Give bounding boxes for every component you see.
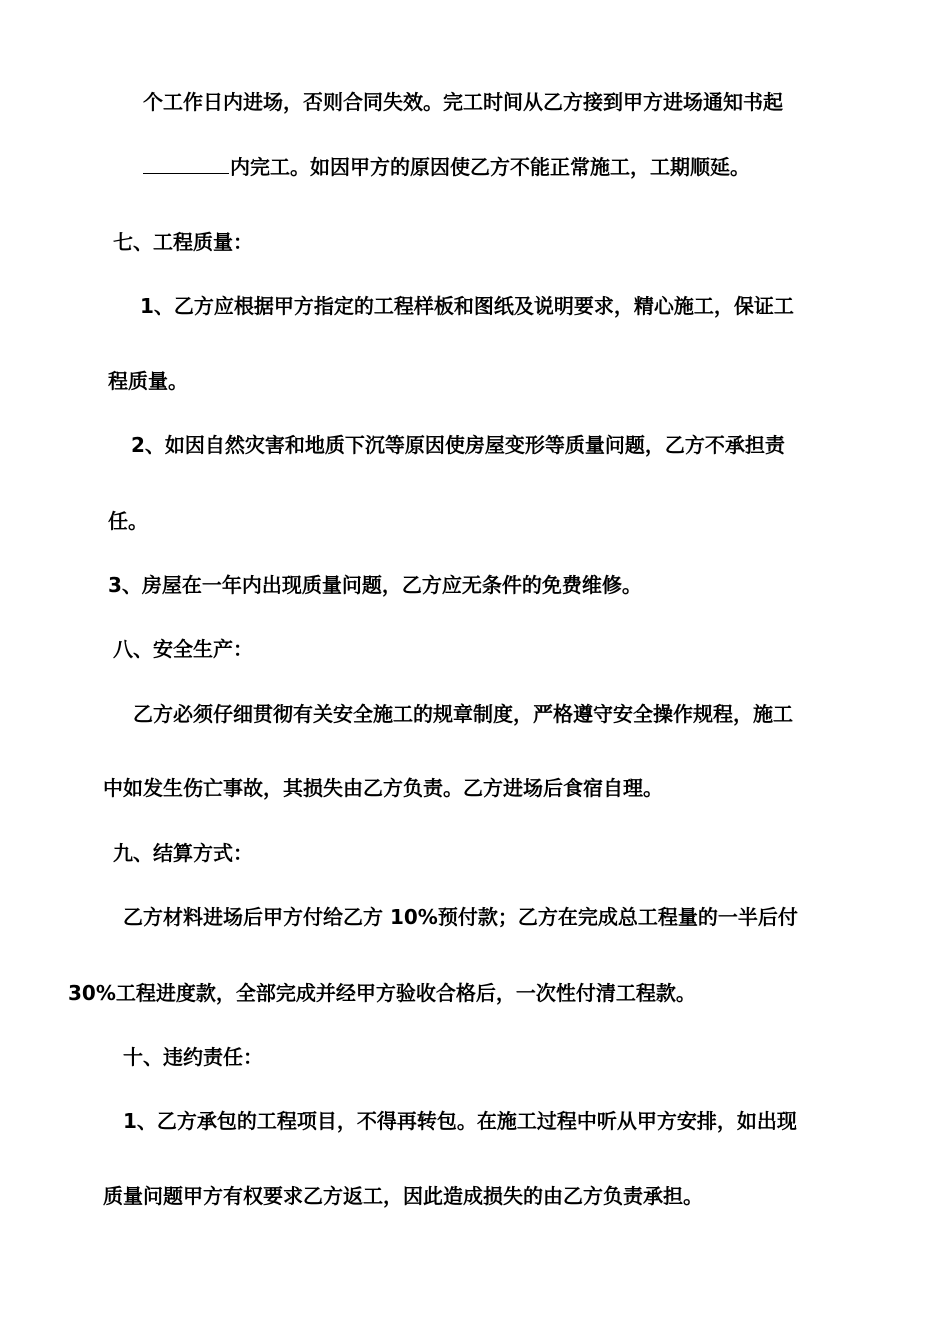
text-line: 中如发生伤亡事故，其损失由乙方负责。乙方进场后食宿自理。 <box>103 776 663 800</box>
text-line: 1、乙方应根据甲方指定的工程样板和图纸及说明要求，精心施工，保证工 <box>140 294 794 318</box>
text-line: 乙方必须仔细贯彻有关安全施工的规章制度，严格遵守安全操作规程，施工 <box>133 702 793 726</box>
section-heading: 十、违约责任： <box>123 1045 263 1069</box>
section-heading: 九、结算方式： <box>113 841 253 865</box>
section-heading: 八、安全生产： <box>113 637 253 661</box>
text-line: 3、房屋在一年内出现质量问题，乙方应无条件的免费维修。 <box>108 573 642 597</box>
section-heading: 七、工程质量： <box>113 230 253 254</box>
text-line: 任。 <box>108 509 148 533</box>
text-span: 内完工。如因甲方的原因使乙方不能正常施工，工期顺延。 <box>230 155 750 179</box>
text-line-with-blank <box>143 155 750 179</box>
text-line: 30%工程进度款，全部完成并经甲方验收合格后，一次性付清工程款。 <box>68 981 696 1005</box>
text-line: 质量问题甲方有权要求乙方返工，因此造成损失的由乙方负责承担。 <box>103 1184 703 1208</box>
text-line: 乙方材料进场后甲方付给乙方 10%预付款；乙方在完成总工程量的一半后付 <box>123 905 798 929</box>
fill-in-blank <box>143 172 229 174</box>
text-line: 个工作日内进场，否则合同失效。完工时间从乙方接到甲方进场通知书起 <box>143 90 783 114</box>
text-line: 1、乙方承包的工程项目，不得再转包。在施工过程中听从甲方安排，如出现 <box>123 1109 797 1133</box>
text-line: 程质量。 <box>108 369 188 393</box>
text-line: 2、如因自然灾害和地质下沉等原因使房屋变形等质量问题，乙方不承担责 <box>131 433 785 457</box>
